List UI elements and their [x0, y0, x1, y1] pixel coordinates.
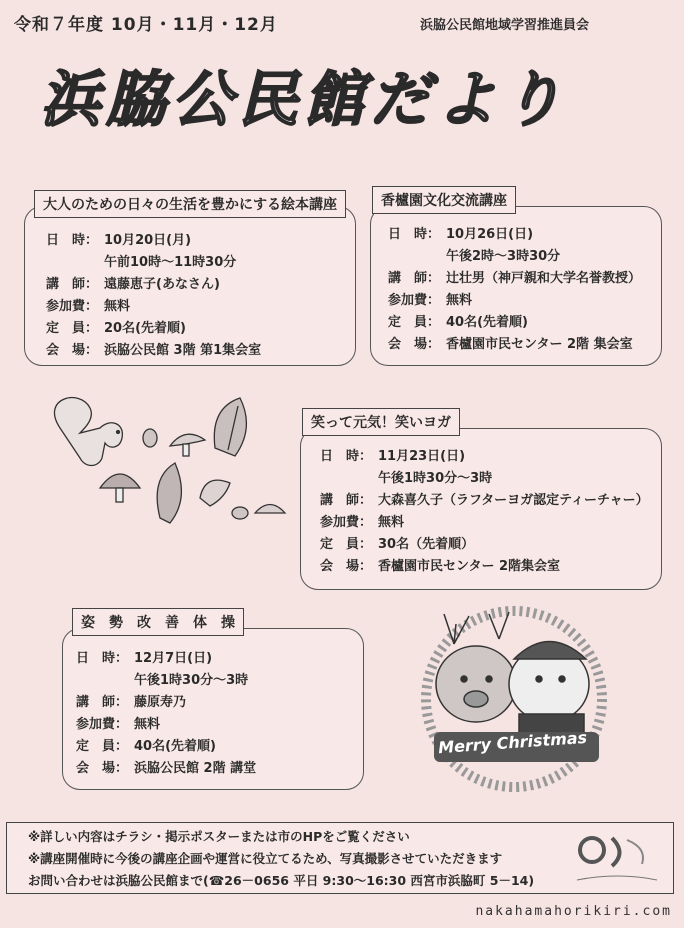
detail-row: 会 場： 香櫨園市民センター 2階 集会室 [388, 337, 633, 352]
christmas-illustration [414, 604, 614, 794]
event-details-picturebook [46, 230, 261, 362]
newsletter-title: 浜脇公民館だより [40, 65, 568, 135]
event-details-posture [76, 648, 256, 780]
watermark-url: nakahamahorikiri.com [475, 904, 672, 919]
footer-note-1: ※詳しい内容はチラシ・掲示ポスターまたは市のHPをご覧ください [28, 829, 410, 844]
detail-row: 定 員： 40名(先着順) [76, 739, 216, 754]
mushroom-icon [255, 505, 285, 514]
merry-christmas-label: Merry Christmas [437, 727, 588, 758]
reindeer-antler-icon [444, 612, 509, 644]
detail-row: 日 時： 10月20日(月) [46, 233, 192, 248]
acorn-icon [232, 507, 248, 519]
detail-row: 午前10時～11時30分 [104, 255, 237, 270]
publisher-name: 浜脇公民館地域学習推進員会 [420, 18, 590, 33]
squirrel-icon [54, 398, 122, 466]
ginkgo-leaf-icon [200, 480, 230, 506]
detail-row: 講 師： 藤原寿乃 [76, 695, 187, 710]
city-logo-icon [572, 828, 662, 890]
event-title-posture: 姿 勢 改 善 体 操 [72, 608, 244, 636]
detail-row: 定 員： 40名(先着順) [388, 315, 528, 330]
event-details-koroen [388, 224, 641, 356]
reindeer-icon [436, 646, 516, 722]
detail-row: 参加費： 無料 [46, 299, 131, 314]
detail-row: 参加費： 無料 [76, 717, 161, 732]
event-title-koroen: 香櫨園文化交流講座 [372, 186, 516, 214]
detail-row: 午後2時～3時30分 [446, 249, 561, 264]
detail-row: 会 場： 浜脇公民館 3階 第1集会室 [46, 343, 262, 358]
footer-note-2: ※講座開催時に今後の講座企画や運営に役立てるため、写真撮影させていただきます [28, 851, 503, 866]
detail-row: 定 員： 20名(先着順) [46, 321, 186, 336]
autumn-illustration [40, 388, 290, 538]
contact-info: お問い合わせは浜脇公民館まで(☎26－0656 平日 9:30～16:30 西宮市浜脇町 5－14) [28, 873, 535, 888]
detail-row: 講 師： 大森喜久子（ラフターヨガ認定ティーチャー） [320, 493, 649, 508]
detail-row: 日 時： 11月23日(日) [320, 449, 466, 464]
period-heading: 令和７年度 10月・11月・12月 [14, 15, 278, 35]
leaf-icon [214, 398, 246, 456]
detail-row: 講 師： 辻壮男（神戸親和大学名誉教授） [388, 271, 642, 286]
detail-row: 午後1時30分～3時 [134, 673, 249, 688]
acorn-icon [143, 429, 157, 447]
detail-row: 日 時： 12月7日(日) [76, 651, 213, 666]
detail-row: 参加費： 無料 [388, 293, 473, 308]
leaf-icon [157, 463, 181, 523]
detail-row: 午後1時30分～3時 [378, 471, 493, 486]
event-title-yoga: 笑って元気！笑いヨガ [302, 408, 460, 436]
mushroom-icon [100, 474, 140, 488]
detail-row: 講 師： 遠藤恵子(あなさん) [46, 277, 220, 292]
detail-row: 会 場： 香櫨園市民センター 2階集会室 [320, 559, 561, 574]
detail-row: 会 場： 浜脇公民館 2階 講堂 [76, 761, 257, 776]
detail-row: 参加費： 無料 [320, 515, 405, 530]
detail-row: 日 時： 10月26日(日) [388, 227, 534, 242]
detail-row: 定 員： 30名（先着順） [320, 537, 475, 552]
event-title-picturebook: 大人のための日々の生活を豊かにする絵本講座 [34, 190, 346, 218]
footer-notes [28, 826, 534, 892]
event-details-yoga [320, 446, 649, 578]
